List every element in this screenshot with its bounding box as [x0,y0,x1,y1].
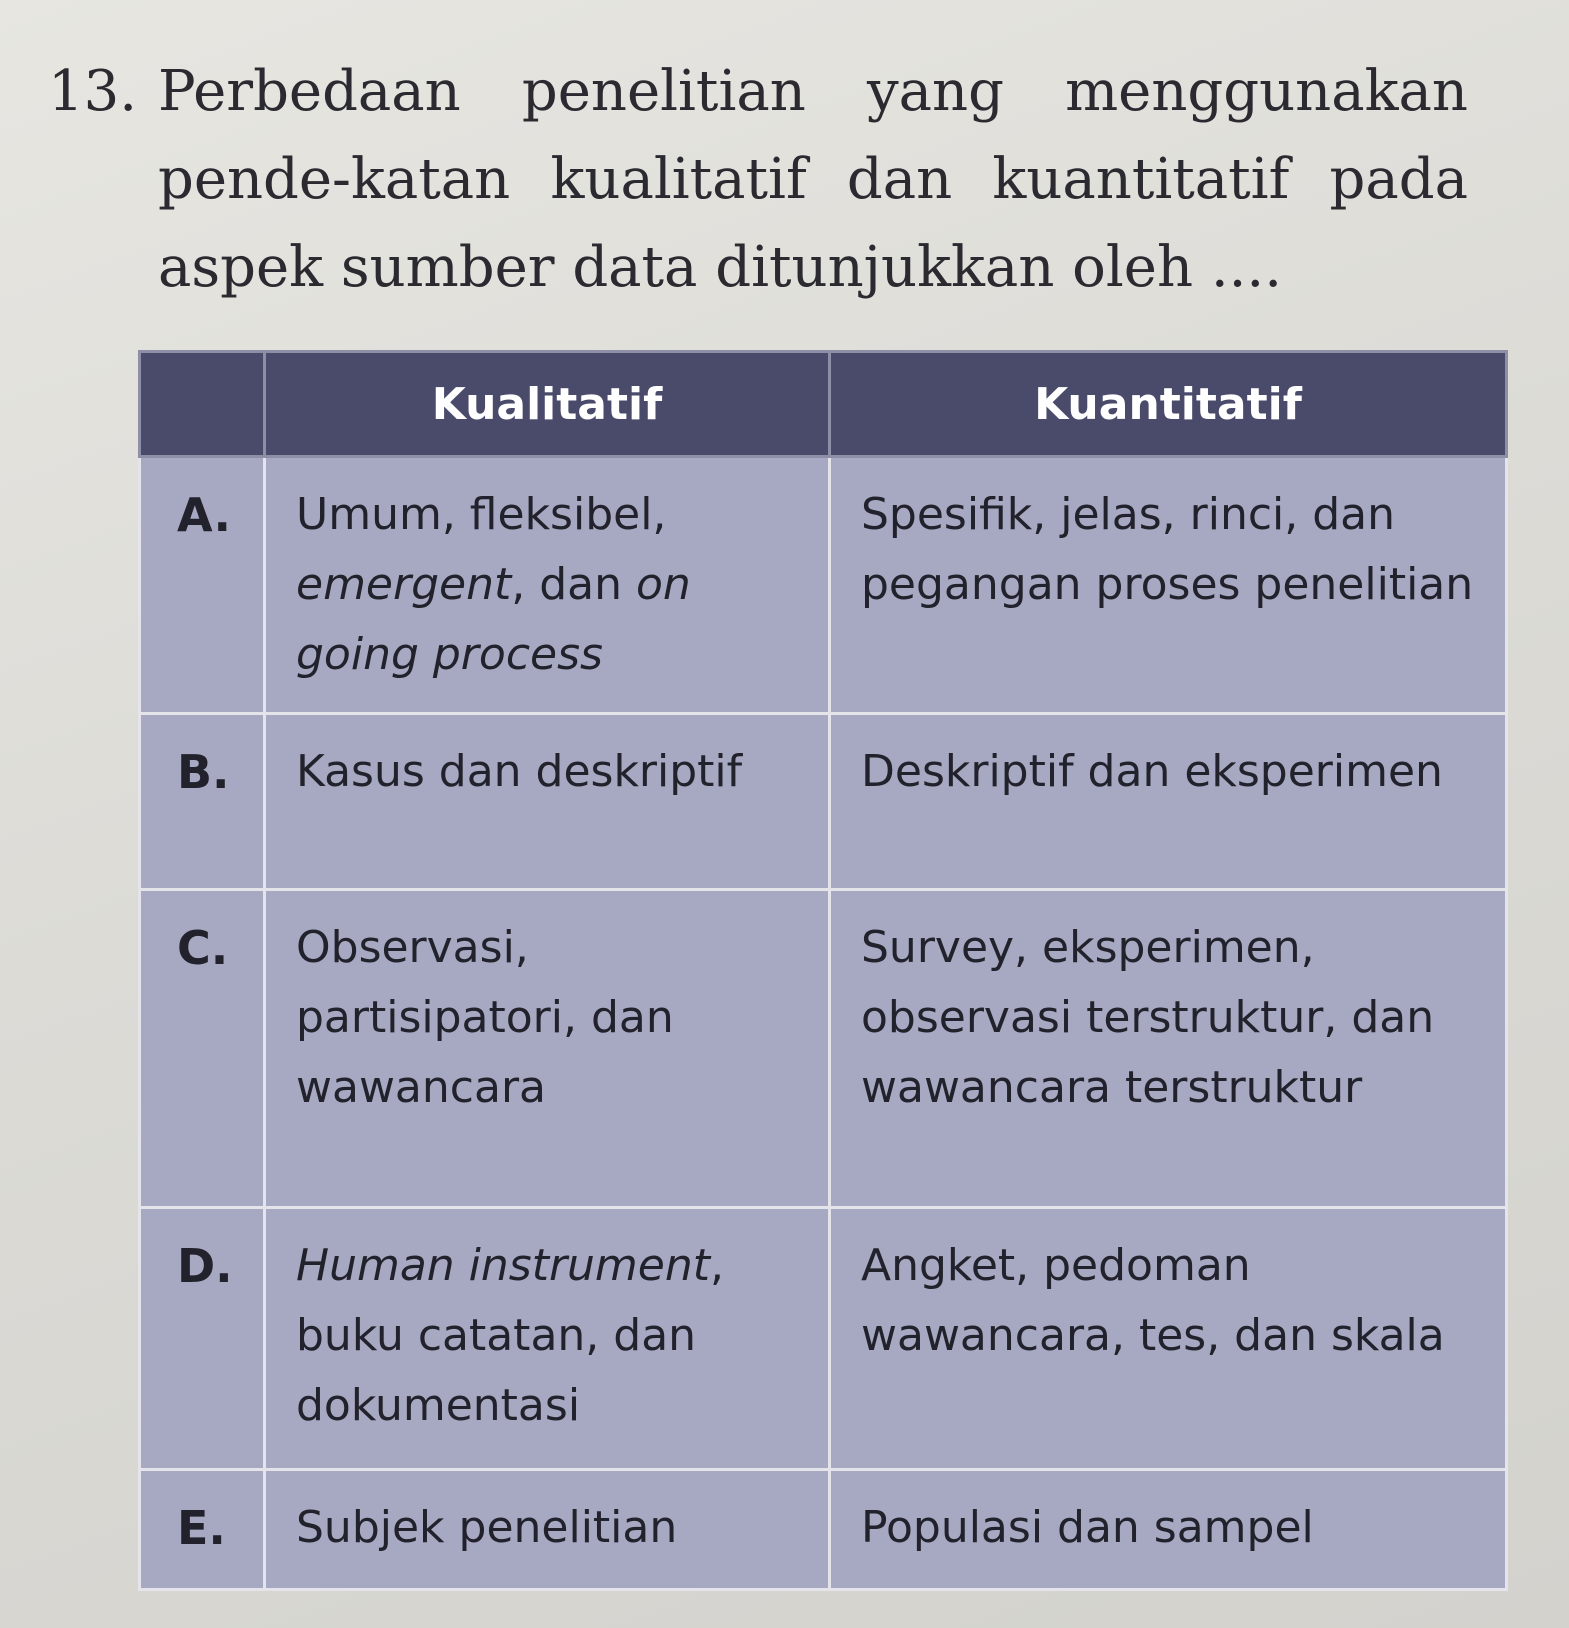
kualitatif-italic-text: emergent [296,559,512,610]
option-column-header [140,352,265,457]
kuantitatif-cell: Angket, pedoman wawancara, tes, dan skala [830,1208,1507,1470]
kuantitatif-column-header: Kuantitatif [830,352,1507,457]
kualitatif-text: , dan [511,559,636,610]
table-row-b [140,714,1507,890]
table-row-e [140,1470,1507,1590]
kuantitatif-cell: Populasi dan sampel [830,1470,1507,1590]
kualitatif-cell: Observasi, partisipatori, dan wawancara [265,890,830,1208]
question [48,48,1488,312]
kualitatif-italic-text: on going process [296,559,691,680]
option-label[interactable]: A. [140,457,265,714]
table-row-c [140,890,1507,1208]
kualitatif-cell: Subjek penelitian [265,1470,830,1590]
option-label[interactable]: D. [140,1208,265,1470]
option-label[interactable]: E. [140,1470,265,1590]
kuantitatif-cell: Survey, eksperimen, observasi terstruktur, dan wawancara terstruktur [830,890,1507,1208]
kualitatif-italic-text: Human instrument [296,1240,711,1291]
kualitatif-text: , buku catatan, dan dokumentasi [296,1240,725,1431]
kualitatif-text: Umum, fleksibel, [296,489,667,540]
kualitatif-cell [265,457,830,714]
answer-options-table [138,350,1508,1591]
table-header-row [140,352,1507,457]
kualitatif-cell [265,1208,830,1470]
kuantitatif-cell: Deskriptif dan eksperimen [830,714,1507,890]
kualitatif-column-header: Kualitatif [265,352,830,457]
question-number: 13. [48,59,138,124]
table-row-a [140,457,1507,714]
option-label[interactable]: C. [140,890,265,1208]
kuantitatif-cell: Spesifik, jelas, rinci, dan pegangan proses penelitian [830,457,1507,714]
question-text: Perbedaan penelitian yang menggunakan pende-katan kualitatif dan kuantitatif pada aspek sumber data ditunjukkan oleh .... [158,59,1468,300]
table-row-d [140,1208,1507,1470]
kualitatif-cell: Kasus dan deskriptif [265,714,830,890]
option-label[interactable]: B. [140,714,265,890]
